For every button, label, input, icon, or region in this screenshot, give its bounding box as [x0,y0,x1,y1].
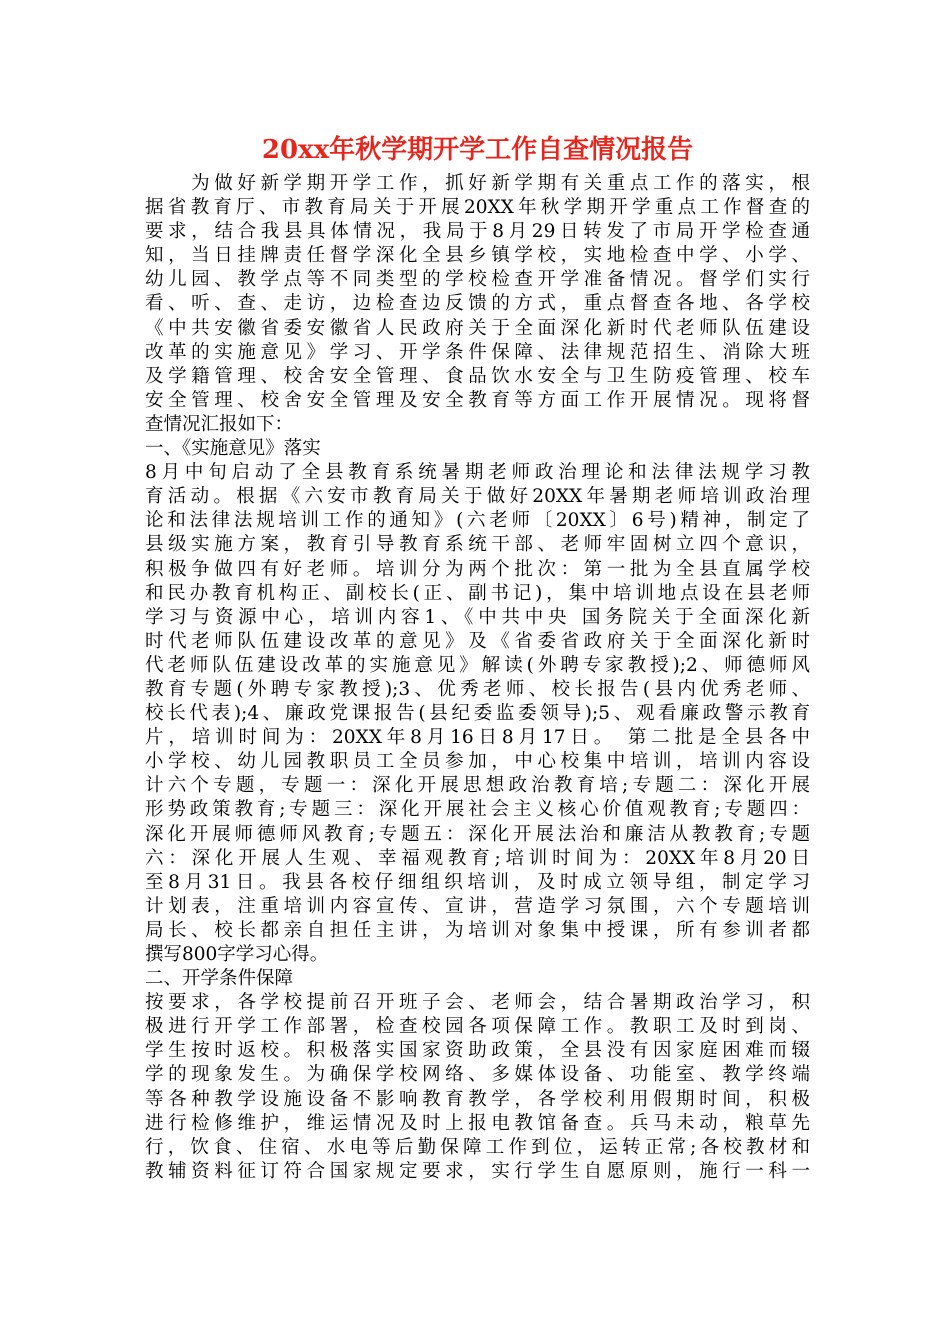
body-line: 等各种教学设施设备不影响教育教学，各学校利用假期时间，积极 [145,1088,810,1110]
body-line: 和民办教育机构正、副校长(正、副书记)，集中培训地点设在县老师 [145,582,810,604]
body-line: 校长代表);4、廉政党课报告(县纪委监委领导);5、观看廉政警示教育 [145,703,810,725]
body-line: 行，饮食、住宿、水电等后勤保障工作到位，运转正常;各校教材和 [145,1136,810,1158]
body-line: 撰写800字学习心得。 [145,944,329,965]
body-line: 要求，结合我县具体情况，我局于8月29日转发了市局开学检查通 [145,221,810,243]
document-title: 20xx年秋学期开学工作自查情况报告 [261,135,694,165]
body-line: 教辅资料征订符合国家规定要求，实行学生自愿原则，施行一科一 [145,1160,810,1182]
body-line: 据省教育厅、市教育局关于开展20XX年秋学期开学重点工作督查的 [145,197,810,219]
body-line: 幼儿园、教学点等不同类型的学校检查开学准备情况。督学们实行 [145,269,810,291]
body-line: 时代老师队伍建设改革的意见》及《省委省政府关于全面深化新时 [145,630,810,652]
body-line: 安全管理、校舍安全管理及安全教育等方面工作开展情况。现将督 [145,389,810,411]
body-line: 《中共安徽省委安徽省人民政府关于全面深化新时代老师队伍建设 [145,317,810,339]
body-line: 局长、校长都亲自担任主讲，为培训对象集中授课，所有参训者都 [145,919,810,941]
body-line: 进行检修维护，维运情况及时上报电教馆备查。兵马未动，粮草先 [145,1112,810,1134]
body-line: 按要求，各学校提前召开班子会、老师会，结合暑期政治学习，积 [145,992,810,1014]
body-line: 至8月31日。我县各校仔细组织培训，及时成立领导组，制定学习 [145,871,810,893]
body-line: 为做好新学期开学工作，抓好新学期有关重点工作的落实，根 [145,173,810,194]
body-line: 看、听、查、走访，边检查边反馈的方式，重点督查各地、各学校 [145,293,810,315]
body-line: 六：深化开展人生观、幸福观教育;培训时间为：20XX年8月20日 [145,847,810,869]
document-page [145,130,810,1184]
body-line: 极进行开学工作部署，检查校园各项保障工作。教职工及时到岗、 [145,1016,810,1038]
body-line: 改革的实施意见》学习、开学条件保障、法律规范招生、消除大班 [145,341,810,363]
body-line: 及学籍管理、校舍安全管理、食品饮水安全与卫生防疫管理、校车 [145,365,810,387]
body-line: 二、开学条件保障 [145,968,294,990]
body-line: 论和法律法规培训工作的通知》(六老师〔20XX〕6号)精神，制定了 [145,510,810,532]
body-line: 代老师队伍建设改革的实施意见》解读(外聘专家教授);2、师德师风 [145,654,810,676]
body-line: 积极争做四有好老师。培训分为两个批次：第一批为全县直属学校 [145,558,810,580]
body-line: 县级实施方案，教育引导教育系统干部、老师牢固树立四个意识， [145,534,810,556]
body-line: 计六个专题，专题一：深化开展思想政治教育培;专题二：深化开展 [145,775,810,797]
body-line: 8月中旬启动了全县教育系统暑期老师政治理论和法律法规学习教 [145,462,810,484]
document-body [145,172,810,1184]
body-line: 小学校、幼儿园教职员工全员参加，中心校集中培训，培训内容设 [145,751,810,773]
body-line: 育活动。根据《六安市教育局关于做好20XX年暑期老师培训政治理 [145,486,810,508]
body-line: 学生按时返校。积极落实国家资助政策，全县没有因家庭困难而辍 [145,1040,810,1062]
body-line: 查情况汇报如下： [145,413,294,435]
body-line: 学的现象发生。为确保学校网络、多媒体设备、功能室、教学终端 [145,1064,810,1086]
body-line: 形势政策教育;专题三：深化开展社会主义核心价值观教育;专题四： [145,799,810,821]
body-line: 学习与资源中心，培训内容1、《中共中央 国务院关于全面深化新 [145,606,810,628]
body-line: 片，培训时间为：20XX年8月16日8月17日。 第二批是全县各中 [145,727,810,749]
body-line: 计划表，注重培训内容宣传、宣讲，营造学习氛围，六个专题培训 [145,895,810,917]
body-line: 教育专题(外聘专家教授);3、优秀老师、校长报告(县内优秀老师、 [145,678,810,700]
body-line: 知，当日挂牌责任督学深化全县乡镇学校，实地检查中学、小学、 [145,245,810,267]
body-line: 一、《实施意见》落实 [145,438,321,460]
body-line: 深化开展师德师风教育;专题五：深化开展法治和廉洁从教教育;专题 [145,823,810,845]
